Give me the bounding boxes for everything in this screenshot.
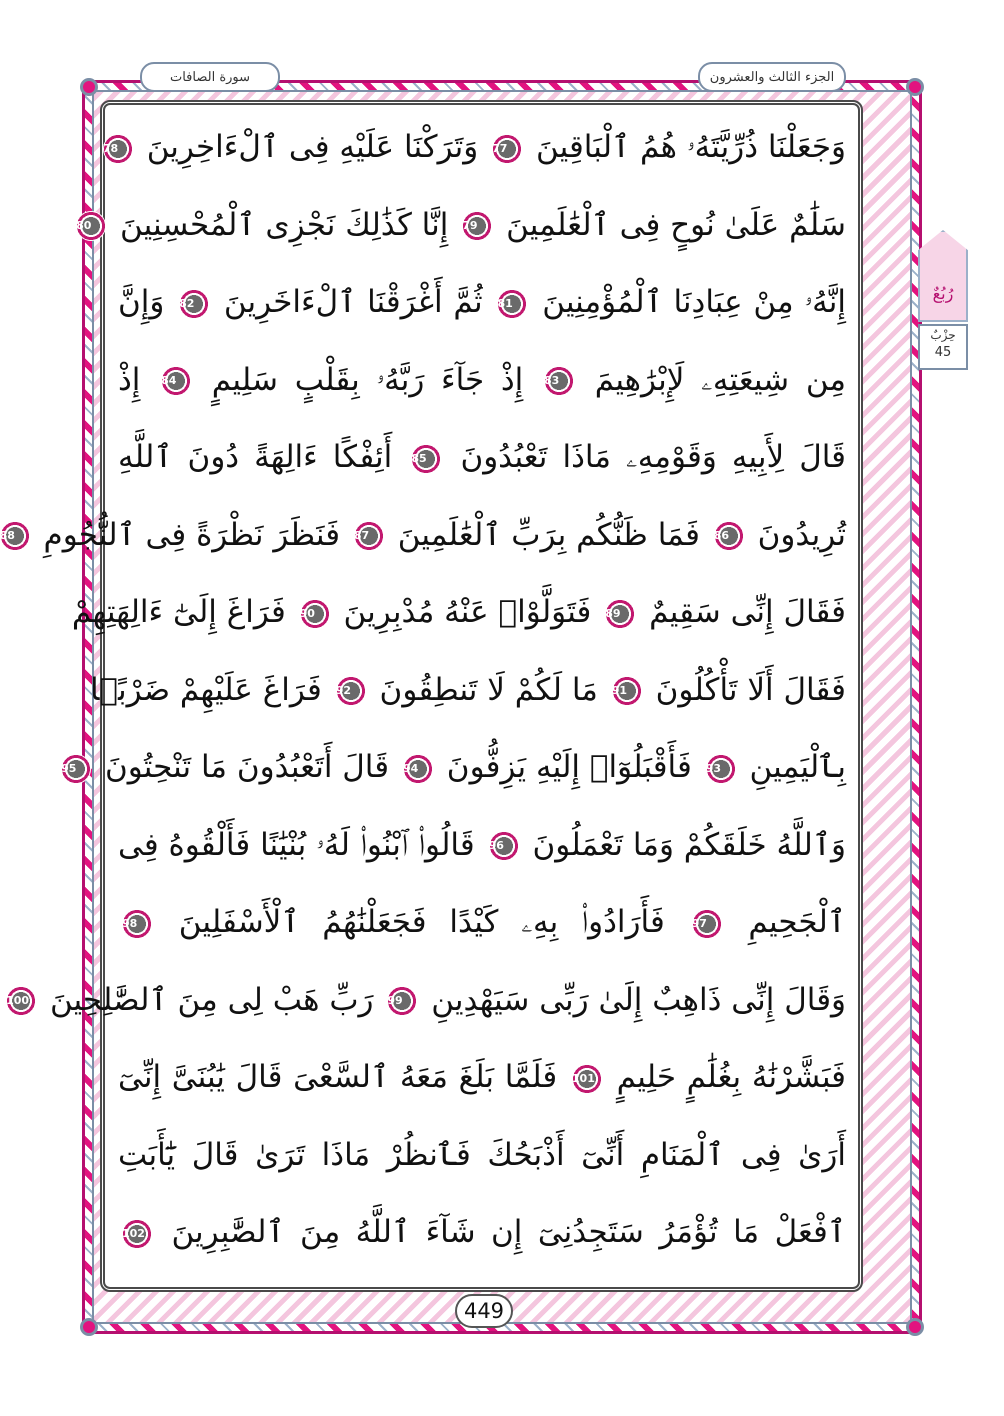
verse-text: قَالُوا۟ ٱبْنُوا۟ لَهُۥ بُنْيَٰنًا فَأَلْقُوهُ فِى: [118, 826, 475, 863]
verse-text: بِٱلْيَمِينِ: [749, 749, 846, 785]
verse-number-marker: 77: [492, 134, 522, 164]
verse-text: وَٱللَّهُ خَلَقَكُمْ وَمَا تَعْمَلُونَ: [532, 826, 847, 863]
verse-text: سَلَٰمٌ عَلَىٰ نُوحٍ فِى ٱلْعَٰلَمِينَ: [506, 206, 846, 243]
corner-ornament-icon: [906, 1318, 924, 1336]
verse-text: فَرَاغَ إِلَىٰٓ ءَالِهَتِهِمْ: [71, 594, 286, 630]
surah-title: سورة الصافات: [140, 62, 280, 92]
verse-text: فَمَا ظَنُّكُم بِرَبِّ ٱلْعَٰلَمِينَ: [397, 516, 700, 553]
verse-text: إِذْ جَآءَ رَبَّهُۥ بِقَلْبٍ سَلِيمٍ: [211, 361, 524, 398]
verse-number-marker: 98: [122, 909, 152, 939]
verse-text: فَقَالَ أَلَا تَأْكُلُونَ: [655, 671, 846, 708]
verse-number-marker: 80: [76, 211, 106, 241]
verse-line: [61, 738, 846, 796]
verse-number-marker: 92: [336, 676, 366, 706]
verse-text: وَجَعَلْنَا ذُرِّيَّتَهُۥ هُمُ ٱلْبَاقِينَ: [536, 129, 846, 165]
verse-number-marker: 87: [354, 521, 384, 551]
verse-number-marker: 81: [497, 289, 527, 319]
verse-number-marker: 88: [0, 521, 30, 551]
verse-text: ثُمَّ أَغْرَقْنَا ٱلْءَاخَرِينَ: [223, 284, 483, 320]
verse-text: وَقَالَ إِنِّى ذَاهِبٌ إِلَىٰ رَبِّى سَيَهْدِينِ: [431, 981, 846, 1018]
verse-number-marker: 86: [714, 521, 744, 551]
verse-number-marker: 82: [179, 289, 209, 319]
verse-number-marker: 95: [61, 754, 91, 784]
hizb-number: 45: [934, 345, 952, 360]
verse-line: [6, 971, 846, 1029]
verse-text: وَتَرَكْنَا عَلَيْهِ فِى ٱلْءَاخِرِينَ: [146, 129, 479, 165]
verse-number-marker: 97: [692, 909, 722, 939]
verse-text: إِنَّا كَذَٰلِكَ نَجْزِى ٱلْمُحْسِنِينَ: [120, 206, 449, 243]
rub-label: رُبُعٌ: [932, 284, 954, 303]
verse-text: فَلَمَّا بَلَغَ مَعَهُ ٱلسَّعْىَ قَالَ يَٰبُنَىَّ إِنِّىٓ: [118, 1059, 558, 1095]
verse-number-marker: 78: [103, 134, 133, 164]
verse-number-marker: 79: [462, 211, 492, 241]
verse-line: [89, 661, 846, 719]
verse-line: [0, 506, 846, 564]
verse-text: فَقَالَ إِنِّى سَقِيمٌ: [649, 594, 846, 630]
verse-text: فَأَقْبَلُوٓا۟ إِلَيْهِ يَزِفُّونَ: [446, 749, 692, 785]
verse-text: أَئِفْكًا ءَالِهَةً دُونَ ٱللَّهِ: [118, 439, 393, 475]
verse-number-marker: 93: [706, 754, 736, 784]
verse-line: [118, 1048, 846, 1106]
verse-text: فَبَشَّرْنَٰهُ بِغُلَٰمٍ حَلِيمٍ: [616, 1059, 847, 1095]
verse-text: قَالَ أَتَعْبُدُونَ مَا تَنْحِتُونَ: [104, 749, 390, 785]
juz-title: الجزء الثالث والعشرون: [698, 62, 846, 92]
verse-line: [118, 893, 846, 951]
verse-text: فَتَوَلَّوْا۟ عَنْهُ مُدْبِرِينَ: [343, 594, 592, 630]
verse-text: ٱلْجَحِيمِ: [748, 904, 846, 940]
verse-text: تُرِيدُونَ: [757, 516, 846, 553]
verse-text: مِن شِيعَتِهِۦ لَإِبْرَٰهِيمَ: [594, 361, 847, 398]
verse-line: [118, 273, 846, 331]
verse-text: مَا لَكُمْ لَا تَنطِقُونَ: [379, 671, 598, 708]
verse-number-marker: 99: [387, 986, 417, 1016]
corner-ornament-icon: [80, 78, 98, 96]
verse-text: رَبِّ هَبْ لِى مِنَ ٱلصَّٰلِحِينَ: [49, 981, 374, 1018]
verse-text: أَرَىٰ فِى ٱلْمَنَامِ أَنِّىٓ أَذْبَحُكَ فَٱنظُرْ مَاذَا تَرَىٰ قَالَ يَٰٓأَبَتِ: [118, 1136, 846, 1173]
verse-text: إِذْ: [118, 361, 141, 398]
verse-number-marker: 91: [612, 676, 642, 706]
rub-hizb-marker: [918, 230, 968, 370]
verse-line: [118, 428, 846, 486]
verse-text: فَنَظَرَ نَظْرَةً فِى ٱلنُّجُومِ: [43, 516, 341, 553]
verse-number-marker: 85: [411, 444, 441, 474]
rub-ornament-icon: [918, 230, 968, 322]
verse-number-marker: 84: [161, 366, 191, 396]
verse-line: [118, 1203, 846, 1261]
corner-ornament-icon: [906, 78, 924, 96]
verse-text: قَالَ لِأَبِيهِ وَقَوْمِهِۦ مَاذَا تَعْبُدُونَ: [460, 439, 846, 475]
corner-ornament-icon: [80, 1318, 98, 1336]
verse-line: [118, 351, 846, 409]
verse-number-marker: 101: [572, 1064, 602, 1094]
page-number: 449: [455, 1294, 513, 1328]
verse-number-marker: 96: [489, 831, 519, 861]
verse-number-marker: 83: [544, 366, 574, 396]
verse-text: فَأَرَادُوا۟ بِهِۦ كَيْدًا فَجَعَلْنَٰهُمُ ٱلْأَسْفَلِينَ: [178, 904, 665, 940]
verse-text: ٱفْعَلْ مَا تُؤْمَرُ سَتَجِدُنِىٓ إِن شَآءَ ٱللَّهُ مِنَ ٱلصَّٰبِرِينَ: [171, 1214, 846, 1250]
verse-line: [118, 816, 846, 874]
hizb-label: حِزْبٌ: [930, 328, 956, 342]
verse-line: [118, 1126, 846, 1184]
verse-number-marker: 94: [403, 754, 433, 784]
verse-number-marker: 102: [122, 1219, 152, 1249]
verse-line: [71, 583, 846, 641]
verse-text: فَرَاغَ عَلَيْهِمْ ضَرْبًۢا: [89, 671, 322, 708]
verse-text: وَإِنَّ: [118, 284, 165, 320]
verse-line: [76, 196, 846, 254]
verse-line: [102, 118, 846, 176]
verse-number-marker: 89: [605, 599, 635, 629]
verse-text: إِنَّهُۥ مِنْ عِبَادِنَا ٱلْمُؤْمِنِينَ: [542, 284, 846, 320]
verse-number-marker: 90: [300, 599, 330, 629]
hizb-box: [918, 324, 968, 370]
verse-number-marker: 100: [6, 986, 36, 1016]
